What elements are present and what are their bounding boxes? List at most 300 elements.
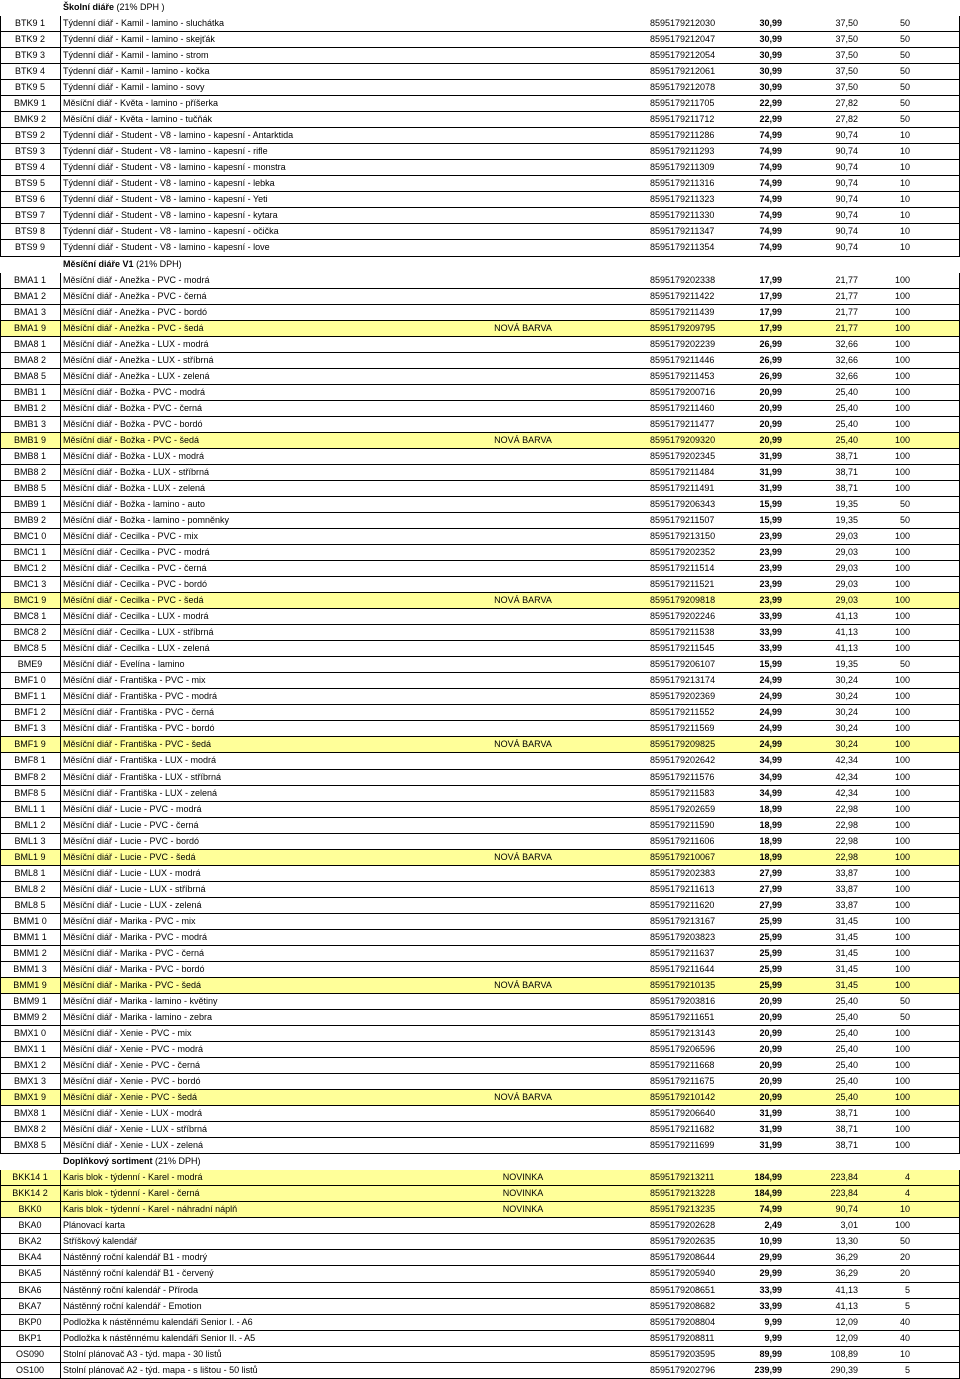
price-with-vat: 37,50: [835, 82, 858, 93]
price-with-vat: 19,35: [835, 515, 858, 525]
table-row: [0, 866, 960, 882]
product-name: Měsíční diář - Cecilka - LUX - modrá: [63, 611, 209, 622]
grid-line: [60, 224, 61, 239]
grid-line: [0, 834, 1, 849]
table-row: [0, 305, 960, 321]
pack-quantity: 50: [899, 98, 910, 109]
price-without-vat: 25,99: [759, 931, 782, 942]
product-code: BTS9 9: [14, 242, 45, 253]
grid-line: [60, 898, 61, 913]
table-row: [0, 689, 960, 705]
price-without-vat: 17,99: [759, 274, 782, 285]
grid-line: [0, 305, 1, 320]
ean-code: 8595179211484: [650, 466, 715, 477]
pack-quantity: 20: [899, 1268, 910, 1279]
price-with-vat: 19,35: [835, 498, 858, 509]
grid-line: [60, 641, 61, 656]
grid-line: [0, 994, 1, 1009]
table-row: [0, 882, 960, 898]
grid-line: [60, 1090, 61, 1105]
table-row: [0, 497, 960, 513]
table-row: [0, 753, 960, 769]
ean-code: 8595179213150: [650, 531, 716, 542]
price-without-vat: 20,99: [759, 995, 782, 1006]
grid-line: [0, 1138, 1, 1153]
price-with-vat: 108,89: [830, 1348, 858, 1359]
grid-line: [0, 962, 1, 977]
price-without-vat: 29,99: [759, 1268, 782, 1279]
grid-line: [60, 273, 61, 288]
price-with-vat: 25,40: [835, 1060, 858, 1071]
grid-line: [0, 673, 1, 688]
pack-quantity: 10: [899, 162, 910, 173]
pack-quantity: 50: [899, 50, 910, 61]
table-row: [0, 176, 960, 192]
price-without-vat: 23,99: [759, 531, 782, 542]
product-name: Měsíční diář - Františka - PVC - mix: [63, 675, 206, 686]
section-header: [0, 1154, 960, 1170]
pack-quantity: 4: [904, 1172, 910, 1183]
grid-line: [0, 577, 1, 592]
price-without-vat: 184,99: [754, 1188, 782, 1199]
table-row: [0, 1074, 960, 1090]
table-row: [0, 1234, 960, 1250]
product-code: BMF1 0: [14, 675, 46, 686]
price-with-vat: 29,03: [835, 579, 858, 590]
product-code: BMX8 2: [13, 1124, 46, 1135]
table-row: [0, 48, 960, 64]
grid-line: [60, 545, 61, 560]
product-name: Podložka k nástěnnému kalendáři Senior II. - A5: [63, 1332, 256, 1343]
grid-line: [0, 1218, 1, 1233]
product-name: Měsíční diář - Květa - lamino - příšerka: [63, 98, 219, 109]
pack-quantity: 10: [899, 146, 910, 157]
table-row: [0, 465, 960, 481]
grid-line: [0, 1026, 1, 1041]
product-name: Týdenní diář - Student - V8 - lamino - kapesní - love: [63, 242, 270, 253]
price-without-vat: 20,99: [759, 418, 782, 429]
grid-line: [60, 465, 61, 480]
product-name: Měsíční diář - Marika - lamino - květiny: [63, 995, 218, 1006]
pack-quantity: 100: [894, 979, 910, 990]
product-code: BMX1 0: [13, 1028, 46, 1038]
price-with-vat: 33,87: [835, 867, 858, 878]
product-name: Měsíční diář - Lucie - PVC - modrá: [63, 803, 202, 814]
grid-line: [0, 385, 1, 400]
ean-code: 8595179213211: [650, 1172, 715, 1183]
grid-line: [0, 641, 1, 656]
grid-line: [0, 224, 1, 239]
ean-code: 8595179211538: [650, 627, 715, 638]
product-code: BMF8 2: [14, 771, 46, 782]
grid-line: [60, 1299, 61, 1314]
product-name: Týdenní diář - Kamil - lamino - strom: [63, 50, 209, 61]
price-with-vat: 30,24: [835, 739, 858, 750]
ean-code: 8595179202338: [650, 274, 716, 285]
table-row: [0, 449, 960, 465]
price-without-vat: 31,99: [759, 1140, 782, 1151]
grid-line: [60, 1283, 61, 1298]
product-code: BKP0: [18, 1316, 42, 1327]
grid-line: [0, 1234, 1, 1249]
pack-quantity: 100: [894, 386, 910, 397]
grid-line: [60, 882, 61, 897]
pack-quantity: 100: [894, 803, 910, 814]
grid-line: [60, 1106, 61, 1121]
grid-line: [0, 289, 1, 304]
price-without-vat: 22,99: [759, 114, 782, 125]
grid-line: [0, 1202, 1, 1217]
grid-line: [60, 1186, 61, 1201]
price-with-vat: 38,71: [835, 1108, 858, 1119]
price-with-vat: 27,82: [835, 98, 858, 109]
price-without-vat: 22,99: [759, 98, 782, 109]
grid-line: [0, 689, 1, 704]
pack-quantity: 50: [899, 515, 910, 525]
product-name: Měsíční diář - Xenie - PVC - bordó: [63, 1076, 201, 1087]
product-name: Měsíční diář - Božka - LUX - zelená: [63, 482, 206, 493]
grid-line: [0, 497, 1, 512]
ean-code: 8595179211569: [650, 723, 715, 734]
product-name: Měsíční diář - Cecilka - PVC - modrá: [63, 547, 210, 558]
grid-line: [60, 850, 61, 865]
ean-code: 8595179211675: [650, 1076, 715, 1087]
grid-line: [60, 1315, 61, 1330]
grid-line: [60, 721, 61, 736]
grid-line: [0, 1266, 1, 1281]
grid-line: [60, 1010, 61, 1025]
grid-line: [60, 1042, 61, 1057]
product-code: BKK14 2: [12, 1188, 48, 1199]
pack-quantity: 100: [894, 354, 910, 365]
grid-line: [60, 802, 61, 817]
product-code: BMX1 2: [13, 1060, 46, 1071]
table-row: [0, 192, 960, 208]
price-without-vat: 24,99: [759, 707, 782, 718]
price-with-vat: 33,87: [835, 883, 858, 894]
product-name: Měsíční diář - Anežka - LUX - modrá: [63, 338, 209, 349]
pack-quantity: 100: [894, 418, 910, 429]
product-code: BMB1 3: [13, 418, 46, 429]
grid-line: [60, 48, 61, 63]
pack-quantity: 10: [899, 194, 910, 205]
price-without-vat: 27,99: [759, 867, 782, 878]
product-code: BKP1: [18, 1332, 42, 1343]
table-row: [0, 593, 960, 609]
ean-code: 8595179211699: [650, 1140, 715, 1151]
product-code: BMC1 1: [13, 547, 47, 558]
price-without-vat: 34,99: [759, 755, 782, 766]
table-row: [0, 1347, 960, 1363]
product-name: Měsíční diář - Cecilka - LUX - zelená: [63, 643, 210, 654]
price-without-vat: 74,99: [759, 130, 782, 141]
grid-line: [60, 705, 61, 720]
pack-quantity: 50: [899, 659, 910, 670]
grid-line: [60, 673, 61, 688]
ean-code: 8595179211712: [650, 114, 715, 125]
product-name: Měsíční diář - Lucie - PVC - bordó: [63, 835, 200, 846]
grid-line: [0, 32, 1, 47]
pack-quantity: 5: [904, 1300, 910, 1311]
pack-quantity: 100: [894, 338, 910, 349]
product-name: Měsíční diář - Cecilka - LUX - stříbrná: [63, 627, 214, 638]
product-name: Karis blok - týdenní - Karel - modrá: [63, 1172, 203, 1183]
price-without-vat: 23,99: [759, 563, 782, 574]
grid-line: [0, 705, 1, 720]
grid-line: [0, 128, 1, 143]
product-name: Stříškový kalendář: [63, 1236, 138, 1247]
price-without-vat: 23,99: [759, 595, 782, 606]
product-name: Měsíční diář - Božka - LUX - stříbrná: [63, 466, 210, 477]
table-row: [0, 802, 960, 818]
price-with-vat: 32,66: [835, 354, 858, 365]
price-without-vat: 9,99: [764, 1316, 782, 1327]
grid-line: [60, 1170, 61, 1185]
grid-line: [60, 321, 61, 336]
price-with-vat: 27,82: [835, 114, 858, 125]
price-without-vat: 74,99: [759, 1204, 782, 1215]
pack-quantity: 50: [899, 1236, 910, 1247]
grid-line: [0, 1106, 1, 1121]
product-code: BKA0: [18, 1220, 42, 1231]
product-code: BMA1 1: [13, 274, 46, 285]
product-code: BMA1 2: [13, 290, 46, 301]
pack-quantity: 100: [894, 915, 910, 926]
grid-line: [0, 1122, 1, 1137]
pack-quantity: 50: [899, 995, 910, 1006]
grid-line: [60, 593, 61, 608]
table-row: [0, 273, 960, 289]
grid-line: [60, 978, 61, 993]
product-name: Měsíční diář - Květa - lamino - tučňák: [63, 114, 213, 125]
grid-line: [60, 144, 61, 159]
table-row: [0, 1026, 960, 1042]
table-row: [0, 1266, 960, 1282]
table-row: [0, 160, 960, 176]
price-without-vat: 20,99: [759, 402, 782, 413]
grid-line: [60, 1058, 61, 1073]
pack-quantity: 40: [899, 1332, 910, 1343]
table-row: [0, 513, 960, 529]
grid-line: [0, 208, 1, 223]
price-with-vat: 90,74: [835, 162, 858, 173]
pack-quantity: 100: [894, 851, 910, 862]
product-name: Měsíční diář - Evelína - lamino: [63, 659, 185, 670]
grid-line: [0, 321, 1, 336]
price-with-vat: 32,66: [835, 338, 858, 349]
ean-code: 8595179209795: [650, 322, 716, 333]
product-name: Měsíční diář - Xenie - LUX - stříbrná: [63, 1124, 208, 1135]
grid-line: [0, 818, 1, 833]
table-row: [0, 417, 960, 433]
product-name: Měsíční diář - Božka - PVC - černá: [63, 402, 203, 413]
product-code: BML1 3: [14, 835, 46, 846]
product-code: OS090: [15, 1348, 45, 1359]
price-with-vat: 25,40: [835, 1076, 858, 1087]
ean-code: 8595179213235: [650, 1204, 716, 1215]
section-title-suffix: (21% DPH ): [116, 2, 165, 12]
table-row: [0, 914, 960, 930]
ean-code: 8595179202628: [650, 1220, 716, 1231]
product-name: Měsíční diář - Marika - PVC - šedá: [63, 979, 202, 990]
product-name: Týdenní diář - Student - V8 - lamino - kapesní - očička: [63, 226, 279, 237]
price-without-vat: 20,99: [759, 1044, 782, 1055]
grid-line: [0, 96, 1, 111]
product-name: Měsíční diář - Xenie - LUX - zelená: [63, 1140, 204, 1151]
price-without-vat: 25,99: [759, 915, 782, 926]
price-with-vat: 223,84: [830, 1188, 858, 1199]
ean-code: 8595179212047: [650, 34, 716, 45]
price-without-vat: 184,99: [754, 1172, 782, 1183]
pack-quantity: 100: [894, 1076, 910, 1087]
ean-code: 8595179211576: [650, 771, 715, 782]
grid-line: [0, 192, 1, 207]
pack-quantity: 100: [894, 579, 910, 590]
ean-code: 8595179206107: [650, 659, 716, 670]
price-with-vat: 223,84: [830, 1172, 858, 1183]
ean-code: 8595179211552: [650, 707, 715, 718]
ean-code: 8595179212054: [650, 50, 716, 61]
price-with-vat: 3,01: [840, 1220, 858, 1231]
grid-line: [60, 128, 61, 143]
table-row: [0, 1315, 960, 1331]
table-row: [0, 385, 960, 401]
pack-quantity: 100: [894, 1092, 910, 1103]
product-code: BMF8 1: [14, 755, 46, 766]
price-without-vat: 20,99: [759, 1028, 782, 1038]
table-row: [0, 770, 960, 786]
ean-code: 8595179211439: [650, 306, 715, 317]
product-code: BMA1 3: [13, 306, 46, 317]
price-with-vat: 19,35: [835, 659, 858, 670]
pack-quantity: 10: [899, 130, 910, 141]
grid-line: [60, 64, 61, 79]
price-without-vat: 26,99: [759, 354, 782, 365]
grid-line: [0, 866, 1, 881]
price-without-vat: 24,99: [759, 675, 782, 686]
pack-quantity: 100: [894, 963, 910, 974]
grid-line: [0, 914, 1, 929]
product-code: BMM1 0: [13, 915, 47, 926]
price-without-vat: 17,99: [759, 322, 782, 333]
product-name: Měsíční diář - Marika - PVC - modrá: [63, 931, 208, 942]
pack-quantity: 100: [894, 787, 910, 798]
table-row: [0, 112, 960, 128]
product-name: Týdenní diář - Kamil - lamino - kočka: [63, 66, 210, 77]
table-row: [0, 1218, 960, 1234]
product-note: NOVÁ BARVA: [494, 851, 552, 862]
table-row: [0, 353, 960, 369]
product-code: BTS9 8: [14, 226, 45, 237]
ean-code: 8595179211422: [650, 290, 715, 301]
product-name: Měsíční diář - Cecilka - PVC - černá: [63, 563, 207, 574]
price-without-vat: 20,99: [759, 1060, 782, 1071]
price-without-vat: 34,99: [759, 787, 782, 798]
product-name: Týdenní diář - Kamil - lamino - sovy: [63, 82, 205, 93]
grid-line: [0, 753, 1, 768]
price-with-vat: 90,74: [835, 194, 858, 205]
ean-code: 8595179211316: [650, 178, 715, 189]
table-row: [0, 625, 960, 641]
price-without-vat: 17,99: [759, 290, 782, 301]
product-code: BMF1 2: [14, 707, 46, 718]
product-name: Měsíční diář - Xenie - PVC - modrá: [63, 1044, 204, 1055]
pack-quantity: 10: [899, 178, 910, 189]
grid-line: [0, 1186, 1, 1201]
ean-code: 8595179211446: [650, 354, 715, 365]
table-row: [0, 1010, 960, 1026]
ean-code: 8595179211453: [650, 370, 715, 381]
pack-quantity: 10: [899, 1348, 910, 1359]
table-row: [0, 32, 960, 48]
ean-code: 8595179210135: [650, 979, 716, 990]
pack-quantity: 40: [899, 1316, 910, 1327]
grid-line: [0, 1347, 1, 1362]
product-name: Měsíční diář - Františka - PVC - šedá: [63, 739, 212, 750]
price-without-vat: 31,99: [759, 1108, 782, 1119]
grid-line: [60, 1266, 61, 1281]
product-name: Stolní plánovač A2 - týd. mapa - s lištou - 50 listů: [63, 1364, 258, 1375]
price-with-vat: 25,40: [835, 386, 858, 397]
price-with-vat: 42,34: [835, 771, 858, 782]
price-with-vat: 29,03: [835, 595, 858, 606]
pack-quantity: 10: [899, 1204, 910, 1215]
pack-quantity: 100: [894, 691, 910, 702]
pack-quantity: 100: [894, 707, 910, 718]
grid-line: [60, 1250, 61, 1265]
grid-line: [60, 16, 61, 31]
ean-code: 8595179211545: [650, 643, 715, 654]
product-name: Týdenní diář - Student - V8 - lamino - kapesní - monstra: [63, 162, 286, 173]
product-name: Měsíční diář - Xenie - PVC - mix: [63, 1028, 192, 1038]
grid-line: [60, 353, 61, 368]
product-name: Týdenní diář - Student - V8 - lamino - kapesní - kytara: [63, 210, 278, 221]
pack-quantity: 100: [894, 322, 910, 333]
section-header: [0, 0, 960, 16]
grid-line: [60, 401, 61, 416]
product-code: BML8 1: [14, 867, 46, 878]
price-without-vat: 74,99: [759, 146, 782, 157]
ean-code: 8595179202383: [650, 867, 716, 878]
ean-code: 8595179211682: [650, 1124, 715, 1135]
grid-line: [0, 273, 1, 288]
product-name: Měsíční diář - Xenie - PVC - šedá: [63, 1092, 198, 1103]
product-code: BMB9 2: [13, 515, 46, 525]
product-code: BMC1 2: [13, 563, 47, 574]
grid-line: [60, 625, 61, 640]
pack-quantity: 100: [894, 867, 910, 878]
ean-code: 8595179212061: [650, 66, 716, 77]
table-row: [0, 16, 960, 32]
price-without-vat: 15,99: [759, 498, 782, 509]
product-code: BMC1 3: [13, 579, 47, 590]
product-name: Týdenní diář - Student - V8 - lamino - kapesní - Yeti: [63, 194, 268, 205]
price-with-vat: 21,77: [835, 306, 858, 317]
price-with-vat: 290,39: [830, 1364, 858, 1375]
ean-code: 8595179211293: [650, 146, 715, 157]
grid-line: [60, 80, 61, 95]
ean-code: 8595179203823: [650, 931, 716, 942]
ean-code: 8595179211590: [650, 819, 715, 830]
grid-line: [60, 946, 61, 961]
table-row: [0, 224, 960, 240]
product-name: Stolní plánovač A3 - týd. mapa - 30 listů: [63, 1348, 222, 1359]
grid-line: [0, 721, 1, 736]
grid-line: [0, 16, 1, 31]
grid-line: [0, 112, 1, 127]
grid-line: [0, 353, 1, 368]
price-with-vat: 25,40: [835, 995, 858, 1006]
